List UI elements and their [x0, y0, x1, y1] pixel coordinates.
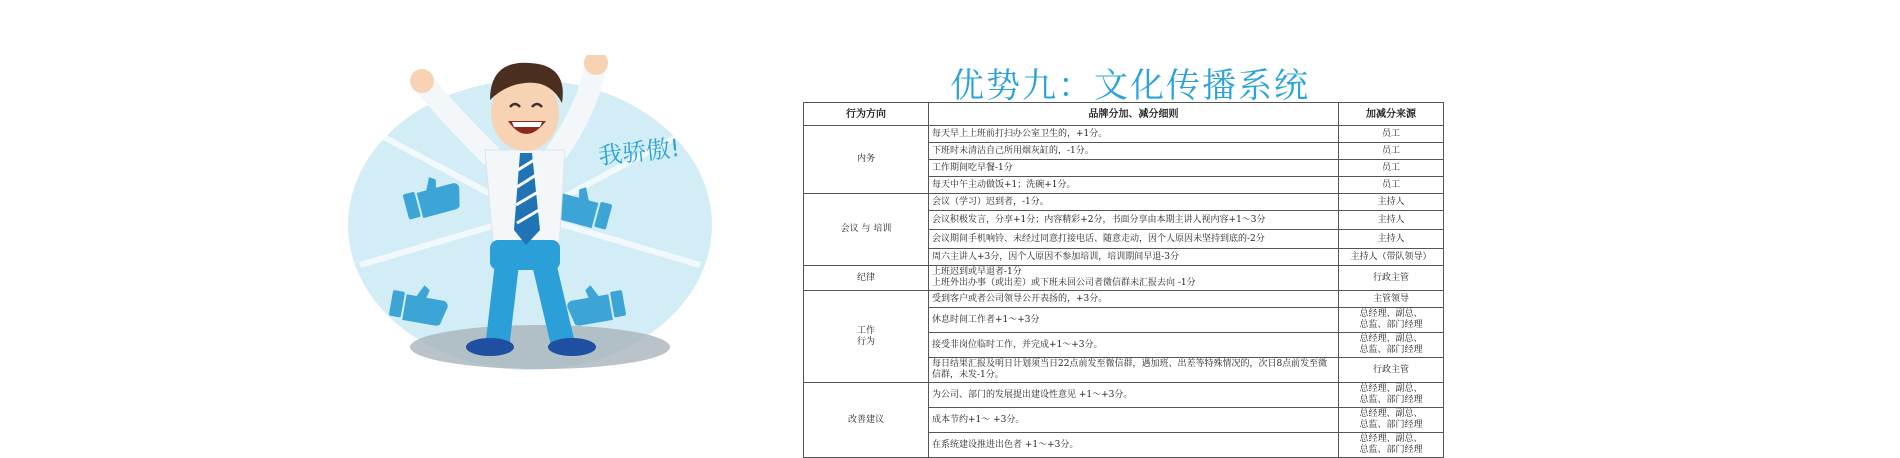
detail-cell: 会议积极发言，分享+1分；内容精彩+2分，书面分享由本期主讲人视内容+1～3分: [929, 211, 1339, 230]
cheering-man-illustration: [340, 55, 720, 375]
detail-cell: 上班迟到或早退者-1分 上班外出办事（或出差）或下班未回公司者微信群未汇报去向 -1分: [929, 266, 1339, 291]
exclaim-text: 我骄傲!: [597, 133, 682, 171]
source-cell: 员工: [1339, 126, 1444, 143]
table-row: [804, 194, 1444, 211]
table-row: [804, 266, 1444, 291]
category-cell: 纪律: [804, 266, 929, 291]
source-cell: 主管领导: [1339, 291, 1444, 308]
source-cell: 主持人（带队领导）: [1339, 249, 1444, 266]
scoring-rules-table: [803, 102, 1444, 458]
category-cell: 内务: [804, 126, 929, 194]
detail-cell: 工作期间吃早餐-1分: [929, 160, 1339, 177]
cheering-man-graphic: [340, 55, 720, 375]
header-direction: 行为方向: [804, 103, 929, 126]
detail-cell: 休息时间工作者+1～+3分: [929, 308, 1339, 333]
detail-cell: 每日结果汇报及明日计划须当日22点前发至微信群，遇加班、出差等特殊情况的，次日8点前发至微信群，未发-1分。: [929, 358, 1339, 383]
source-cell: 行政主管: [1339, 266, 1444, 291]
source-cell: 员工: [1339, 143, 1444, 160]
detail-cell: 会议期间手机响铃、未经过同意打接电话、随意走动，因个人原因未坚持到底的-2分: [929, 230, 1339, 249]
source-cell: 总经理、副总、 总监、部门经理: [1339, 433, 1444, 458]
detail-cell: 周六主讲人+3分，因个人原因不参加培训，培训期间早退-3分: [929, 249, 1339, 266]
table-row: [804, 291, 1444, 308]
detail-cell: 接受非岗位临时工作，并完成+1～+3分。: [929, 333, 1339, 358]
category-cell: 会议 与 培训: [804, 194, 929, 266]
detail-cell: 每天早上上班前打扫办公室卫生的，+1分。: [929, 126, 1339, 143]
category-cell: 改善建议: [804, 383, 929, 458]
ground-shadow: [410, 325, 670, 369]
source-cell: 总经理、副总、 总监、部门经理: [1339, 408, 1444, 433]
detail-cell: 会议（学习）迟到者，-1分。: [929, 194, 1339, 211]
detail-cell: 成本节约+1～ +3分。: [929, 408, 1339, 433]
right-shoe: [548, 338, 596, 356]
left-shoe: [466, 338, 514, 356]
table-header-row: [804, 103, 1444, 126]
source-cell: 主持人: [1339, 230, 1444, 249]
pants-top: [490, 240, 560, 270]
source-cell: 主持人: [1339, 194, 1444, 211]
source-cell: 总经理、副总、 总监、部门经理: [1339, 308, 1444, 333]
detail-cell: 下班时未清洁自己所用烟灰缸的，-1分。: [929, 143, 1339, 160]
source-cell: 行政主管: [1339, 358, 1444, 383]
header-details: 品牌分加、减分细则: [929, 103, 1339, 126]
detail-cell: 受到客户或者公司领导公开表扬的，+3分。: [929, 291, 1339, 308]
detail-cell: 每天中午主动做饭+1；洗碗+1分。: [929, 177, 1339, 194]
table-row: [804, 126, 1444, 143]
source-cell: 员工: [1339, 160, 1444, 177]
category-cell: 工作 行为: [804, 291, 929, 383]
source-cell: 总经理、副总、 总监、部门经理: [1339, 333, 1444, 358]
source-cell: 总经理、副总、 总监、部门经理: [1339, 383, 1444, 408]
page-title: 优势九：文化传播系统: [950, 66, 1310, 106]
source-cell: 主持人: [1339, 211, 1444, 230]
header-source: 加减分来源: [1339, 103, 1444, 126]
detail-cell: 为公司、部门的发展提出建设性意见 +1～+3分。: [929, 383, 1339, 408]
table-row: [804, 383, 1444, 408]
source-cell: 员工: [1339, 177, 1444, 194]
detail-cell: 在系统建设推进出色者 +1～+3分。: [929, 433, 1339, 458]
